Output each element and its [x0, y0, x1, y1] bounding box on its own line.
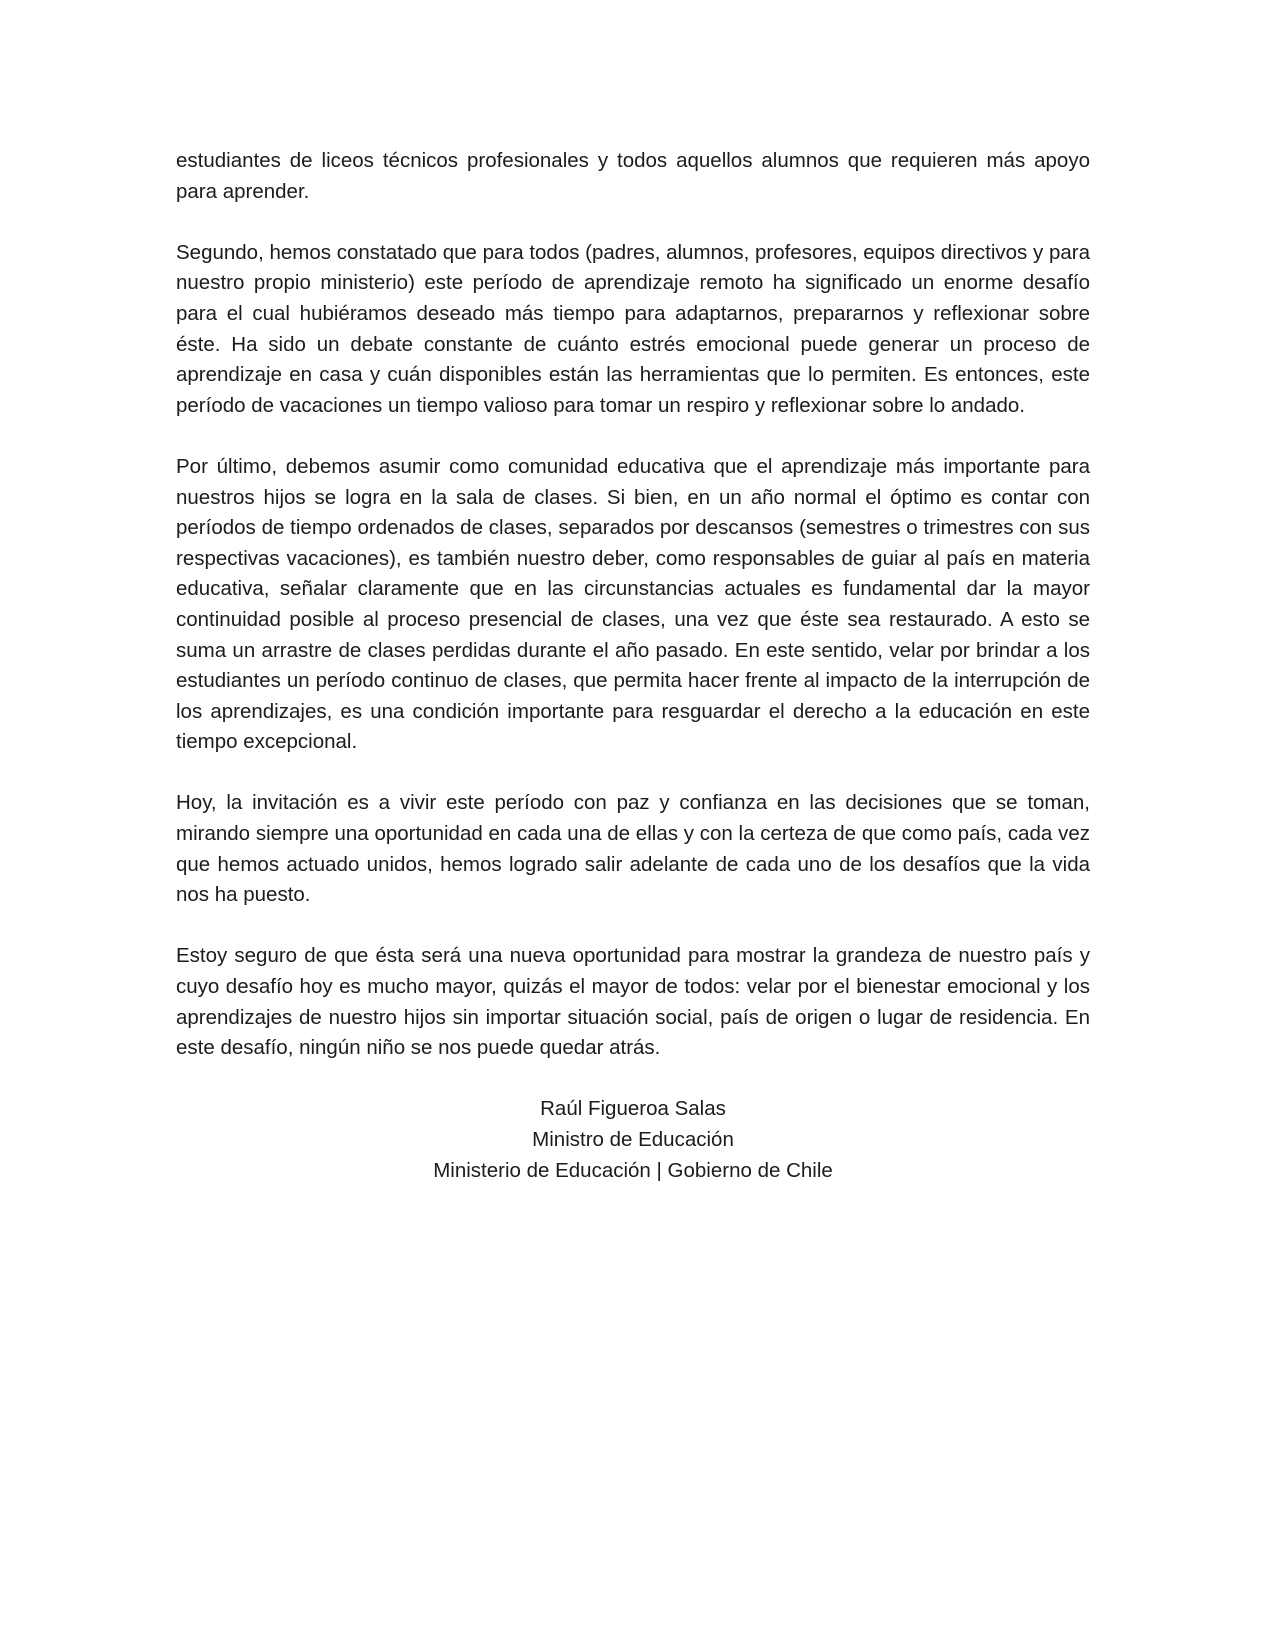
paragraph-2: Segundo, hemos constatado que para todos (padres, alumnos, profesores, equipos directivos y para nuestro propio ministerio) este período de aprendizaje remoto ha significado un enorme desafío para el cual hubiéramos deseado más tiempo para adaptarnos, prepararnos y reflexionar sobre éste. Ha sido un debate constante de cuánto estrés emocional puede generar un proceso de aprendizaje en casa y cuán disponibles están las herramientas que lo permiten. Es entonces, este período de vacaciones un tiempo valioso para tomar un respiro y reflexionar sobre lo andado. [176, 240, 1090, 417]
letter-body [176, 146, 1090, 1186]
paragraph-5: Estoy seguro de que ésta será una nueva oportunidad para mostrar la grandeza de nuestro país y cuyo desafío hoy es mucho mayor, quizás el mayor de todos: velar por el bienestar emocional y los aprendizajes de nuestro hijos sin importar situación social, país de origen o lugar de residencia. En este desafío, ningún niño se nos puede quedar atrás. [176, 944, 1090, 1060]
signatory-institution: Ministerio de Educación | Gobierno de Chile [433, 1158, 833, 1182]
signature-block [176, 1094, 1090, 1186]
paragraph-1: estudiantes de liceos técnicos profesionales y todos aquellos alumnos que requieren más apoyo para aprender. [176, 149, 1090, 203]
signatory-name: Raúl Figueroa Salas [540, 1097, 726, 1121]
paragraph-4: Hoy, la invitación es a vivir este período con paz y confianza en las decisiones que se toman, mirando siempre una oportunidad en cada una de ellas y con la certeza de que como país, cada vez que hemos actuado unidos, hemos logrado salir adelante de cada uno de los desafíos que la vida nos ha puesto. [176, 791, 1090, 907]
signatory-title: Ministro de Educación [532, 1128, 734, 1151]
paragraph-3: Por último, debemos asumir como comunidad educativa que el aprendizaje más importante para nuestros hijos se logra en la sala de clases. Si bien, en un año normal el óptimo es contar con períodos de tiempo ordenados de clases, separados por descansos (semestres o trimestres con sus respectivas vacaciones), es también nuestro deber, como responsables de guiar al país en materia educativa, señalar claramente que en las circunstancias actuales es fundamental dar la mayor continuidad posible al proceso presencial de clases, una vez que éste sea restaurado. A esto se suma un arrastre de clases perdidas durante el año pasado. En este sentido, velar por brindar a los estudiantes un período continuo de clases, que permita hacer frente al impacto de la interrupción de los aprendizajes, es una condición importante para resguardar el derecho a la educación en este tiempo excepcional. [176, 454, 1090, 754]
